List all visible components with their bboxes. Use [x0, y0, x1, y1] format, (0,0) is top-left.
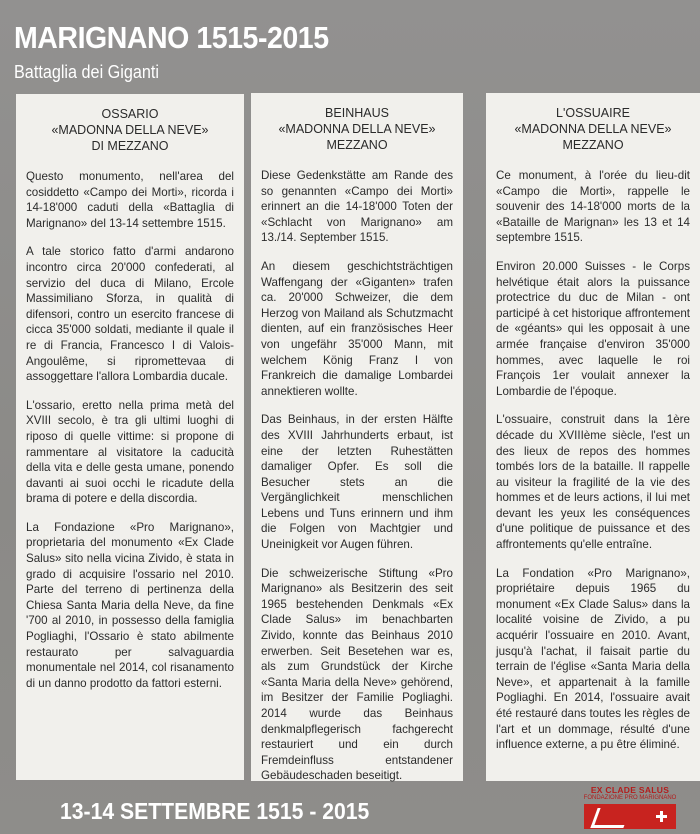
page-subtitle: Battaglia dei Giganti: [14, 62, 159, 82]
paragraph: Diese Gedenkstätte am Rande des so genannten «Campo dei Morti» erinnert an die 14-18'000 Toten der «Schlacht von Marignano» am 13./14. September 1515.: [261, 169, 453, 245]
heading-line: DI MEZZANO: [91, 139, 169, 153]
swiss-cross-icon: [655, 810, 668, 823]
paragraph: Ce monument, à l'orée du lieu-dit «Campo die Morti», rappelle le souvenir des 14-18'000 morts de la «Bataille de Marignan» les 13 et 14 septembre 1515.: [496, 169, 690, 245]
column-heading-italian: [26, 106, 234, 154]
paragraph: A tale storico fatto d'armi andarono incontro circa 20'000 confederati, al servizio del duca di Milano, Ercole Massimiliano Sforza, in qualità di difensori, contro un esercito francese di cicca 35'000 soldati, mediante il quale il re di Francia, Francesco I di Valois-Angoulême, si ripromettevaa di assoggettare l'allora Lombardia ducale.: [26, 245, 234, 384]
ex-clade-salus-logo: [574, 785, 686, 831]
paragraph: La Fondazione «Pro Marignano», proprietaria del monumento «Ex Clade Salus» sito nella vicina Zivido, è stata in grado di acquisire l'ossario nel 2010. Parte del terreno di pertinenza della Chiesa Santa Maria della Neve, da fine '700 al 2010, in possesso della famiglia Pogliaghi, l'Ossario è stato abilmente restaurato per salvaguardia monumentale nel 2014, col risanamento di un danno prodotto da fattori esterni.: [26, 520, 234, 690]
logo-emblem: [584, 804, 676, 829]
column-german: [251, 93, 463, 781]
column-french: [486, 93, 700, 781]
paragraph: Das Beinhaus, in der ersten Hälfte des XVIII Jahrhunderts erbaut, ist eine der letzten Ruhestätten damaliger Opfer. Es soll die Besucher stets an die Vergänglichkeit menschlichen Lebens und Tuns erinnern und ihm die Folgen von Machtgier und Uneinigkeit vor Augen führen.: [261, 413, 453, 552]
heading-line: «MADONNA DELLA NEVE»: [278, 122, 436, 136]
heading-line: «MADONNA DELLA NEVE»: [51, 123, 209, 137]
paragraph: Environ 20.000 Suisses - le Corps helvétique était alors la puissance protectrice du duc de Milan - ont participé à cet historique affrontement de «géants» qui les opposait à une armée française d'environ 35'000 hommes, avec laquelle le roi François 1er voulait annexer la Lombardie de l'époque.: [496, 259, 690, 398]
paragraph: An diesem geschichtsträchtigen Waffengang der «Giganten» trafen ca. 20'000 Schweizer, die dem Herzog von Mailand als Schutzmacht dienten, auf ein französisches Heer von ungefähr 35'000 Mann, mit welchem König Franz I von Frankreich die damalige Lombardei annektieren wollte.: [261, 259, 453, 398]
figure-icon: [590, 808, 630, 828]
logo-caption: FONDAZIONE PRO MARIGNANO: [583, 795, 677, 801]
logo-title: EX CLADE SALUS: [590, 785, 670, 795]
column-heading-french: [496, 105, 690, 153]
heading-line: OSSARIO: [101, 107, 159, 121]
page-title: MARIGNANO 1515-2015: [14, 20, 329, 55]
heading-line: MEZZANO: [326, 138, 388, 152]
paragraph: Die schweizerische Stiftung «Pro Marignano» als Besitzerin des seit 1965 bestehenden Denkmals «Ex Clade Salus» im benachbarten Zivido, konnte das Beinhaus 2010 erwerben. Seit Besetehen war es, als zum Grundstück der Kirche «Santa Maria della Neve» gehörend, im Besitzer der Familie Pogliaghi. 2014 wurde das Beinhaus denkmalpflegerisch fachgerecht restauriert und ein durch Fremdeinfluss entstandener Gebäudeschaden beseitigt.: [261, 566, 453, 783]
paragraph: Questo monumento, nell'area del cosiddetto «Campo dei Morti», ricorda i 14-18'000 caduti della «Battaglia di Marignano» del 13-14 settembre 1515.: [26, 170, 234, 230]
heading-line: BEINHAUS: [325, 106, 389, 120]
heading-line: L'OSSUAIRE: [556, 106, 630, 120]
heading-line: MEZZANO: [562, 138, 624, 152]
paragraph: La Fondation «Pro Marignano», propriétaire depuis 1965 du monument «Ex Clade Salus» dans la localité voisine de Zivido, a pu acquérir l'ossuaire en 2010. Avant, jusqu'à l'achat, il faisait partie du terrain de l'église «Santa Maria della Neve», et appartenait à la famille Pogliaghi. En 2014, l'ossuaire avait été restauré dans toutes les règles de l'art et un dommage, résulté d'une influence externe, a pu être éliminé.: [496, 566, 690, 752]
footer-dates: 13-14 SETTEMBRE 1515 - 2015: [60, 798, 370, 824]
paragraph: L'ossario, eretto nella prima metà del XVIII secolo, è tra gli ultimi luoghi di riposo di quelle vittime: si propone di rammentare al visitatore la caducità della vita e delle gesta umane, ponendo davanti ai suoi occhi le ricadute della brama di potere e della discordia.: [26, 398, 234, 506]
heading-line: «MADONNA DELLA NEVE»: [514, 122, 672, 136]
column-italian: [16, 94, 244, 780]
paragraph: L'ossuaire, construit dans la 1ère décade du XVIIIème siècle, l'est un des lieux de repos des hommes tombés lors de la bataille. Il rappelle au visiteur la fragilité de la vie des hommes et de leurs actions, il lui met devant les yeux les conséquences d'une politique de puissance et des affrontements qu'elle entraîne.: [496, 413, 690, 552]
column-heading-german: [261, 105, 453, 153]
